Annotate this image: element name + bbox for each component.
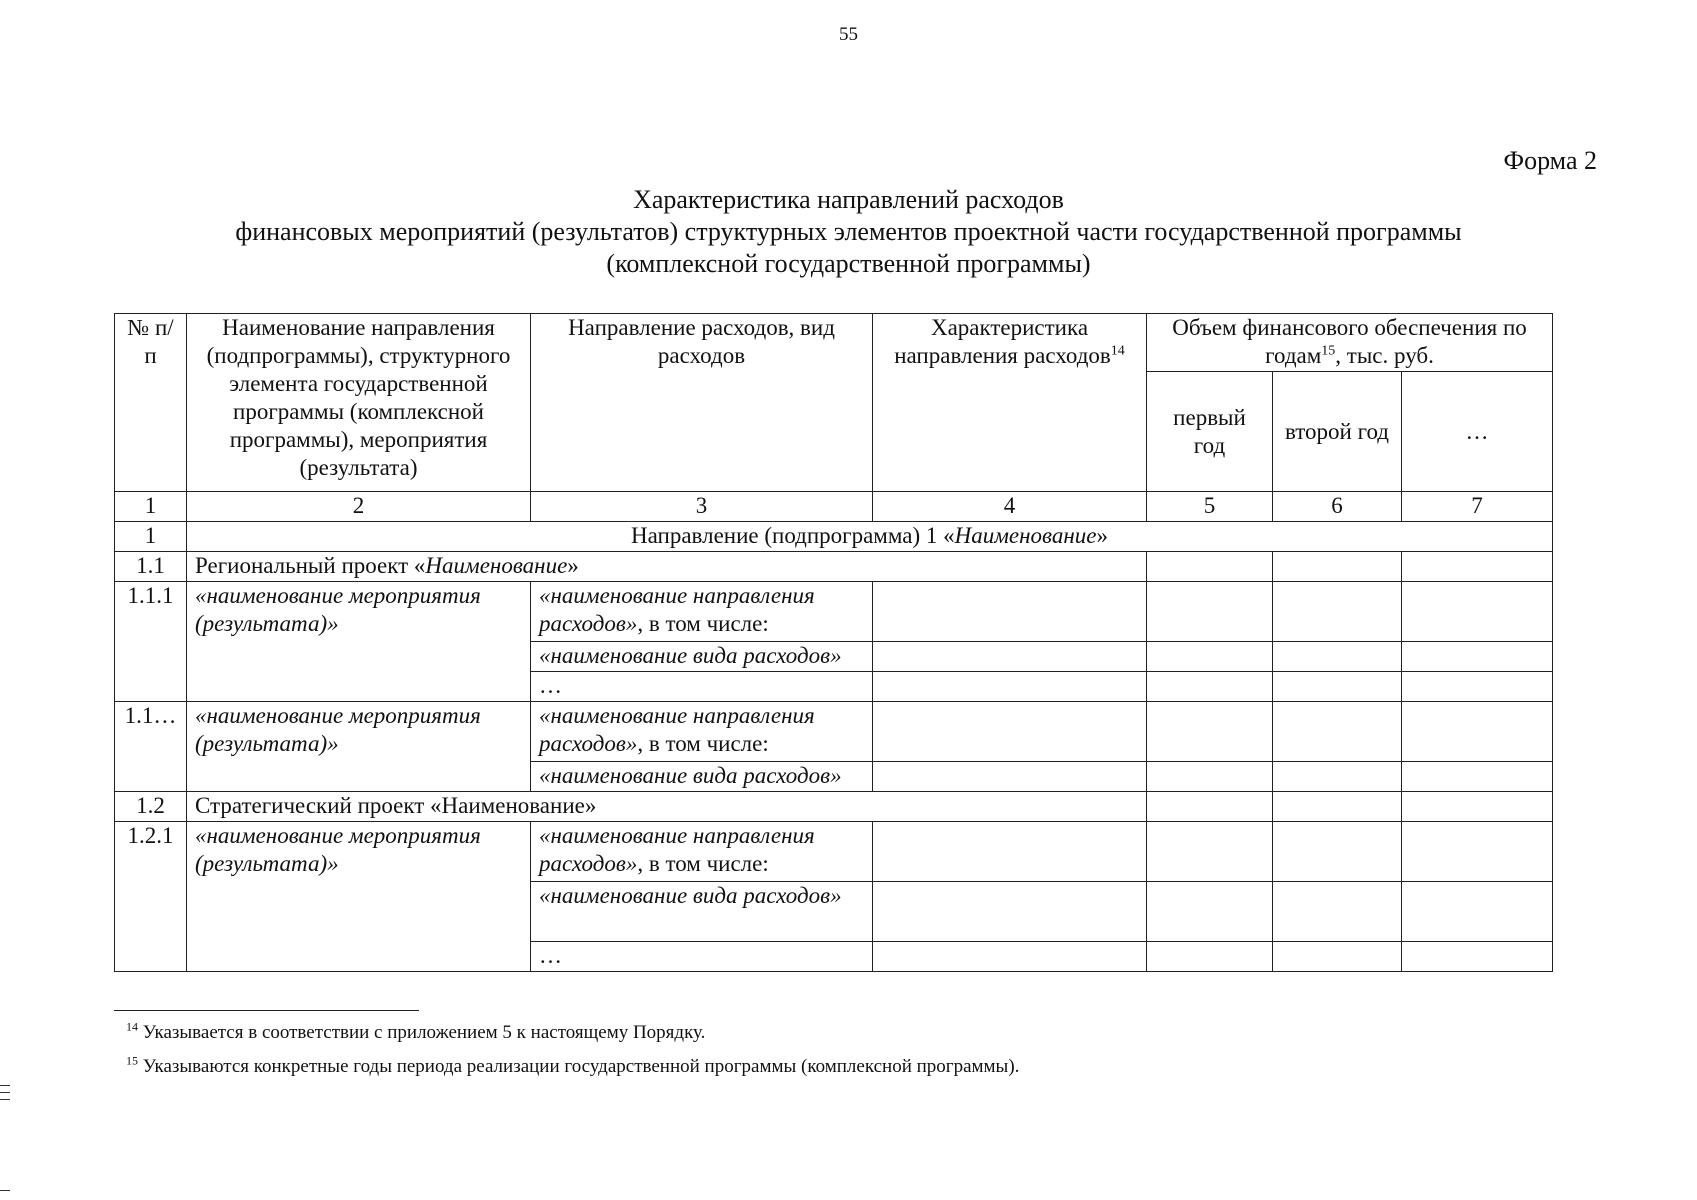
event-row: [115, 822, 1553, 882]
empty-cell: [1273, 762, 1402, 792]
column-number: 4: [873, 492, 1147, 522]
header-characteristic: [873, 314, 1147, 492]
empty-cell: [1273, 822, 1402, 882]
expense-direction-rest: , в том числе:: [637, 851, 769, 876]
section-row: [115, 522, 1553, 552]
empty-cell: [1402, 672, 1553, 702]
scan-edge-mark: [0, 1099, 10, 1100]
header-number: № п/п: [115, 314, 187, 492]
empty-cell: [1147, 822, 1273, 882]
footnote-mark: 15: [126, 1053, 138, 1068]
strategic-project-title: Стратегический проект «Наименование»: [187, 792, 1147, 822]
header-funding-prefix: Объем финансового обеспечения по годам: [1172, 315, 1527, 368]
regional-project-suffix: »: [567, 553, 579, 578]
empty-cell: [1402, 762, 1553, 792]
expense-more: …: [531, 942, 873, 972]
expense-direction-name: «наименование направления расходов»: [539, 583, 815, 636]
regional-project-prefix: Региональный проект «: [195, 553, 426, 578]
empty-cell: [1147, 672, 1273, 702]
empty-cell: [1147, 642, 1273, 672]
regional-project-number: 1.1: [115, 552, 187, 582]
footnote-ref-15: 15: [1321, 343, 1336, 359]
section-title: [187, 522, 1553, 552]
header-name: Наименование направления (подпрограммы), структурного элемента государственной программы (комплексной программы), мероприятия (результата): [187, 314, 531, 492]
empty-cell: [1402, 942, 1553, 972]
footnote-14: [126, 1019, 706, 1044]
empty-cell: [873, 942, 1147, 972]
empty-cell: [1273, 792, 1402, 822]
empty-cell: [1147, 882, 1273, 942]
expenditure-table: [114, 313, 1553, 972]
strategic-project-number: 1.2: [115, 792, 187, 822]
header-year-2: второй год: [1273, 372, 1402, 492]
empty-cell: [1273, 582, 1402, 642]
empty-cell: [1402, 792, 1553, 822]
empty-cell: [1147, 702, 1273, 762]
empty-cell: [1147, 792, 1273, 822]
title-line-3: (комплексной государственной программы): [606, 249, 1091, 278]
empty-cell: [1402, 552, 1553, 582]
footnote-ref-14: 14: [1110, 343, 1125, 359]
event-row: [115, 702, 1553, 762]
empty-cell: [1402, 582, 1553, 642]
empty-cell: [1147, 942, 1273, 972]
empty-cell: [873, 582, 1147, 642]
header-funding: [1147, 314, 1553, 372]
expense-kind: «наименование вида расходов»: [531, 762, 873, 792]
empty-cell: [1402, 882, 1553, 942]
empty-cell: [873, 882, 1147, 942]
expense-direction-name: «наименование направления расходов»: [539, 703, 815, 756]
expense-kind: «наименование вида расходов»: [531, 642, 873, 672]
empty-cell: [873, 672, 1147, 702]
column-number: 2: [187, 492, 531, 522]
title-line-1: Характеристика направлений расходов: [633, 185, 1064, 214]
footnote-separator: [114, 1010, 419, 1011]
empty-cell: [1273, 642, 1402, 672]
event-name: «наименование мероприятия (результата)»: [187, 702, 531, 792]
event-row: [115, 582, 1553, 642]
title-line-2: финансовых мероприятий (результатов) структурных элементов проектной части государственной программы: [235, 217, 1462, 246]
strategic-project-row: [115, 792, 1553, 822]
empty-cell: [1402, 702, 1553, 762]
scan-edge-mark: [0, 1085, 10, 1086]
column-number: 3: [531, 492, 873, 522]
header-row-1: [115, 314, 1553, 372]
page-number: 55: [839, 24, 858, 45]
footnote-text: Указывается в соответствии с приложением 5 к настоящему Порядку.: [142, 1022, 706, 1043]
event-number: 1.2.1: [115, 822, 187, 972]
empty-cell: [1273, 552, 1402, 582]
event-number: 1.1.1: [115, 582, 187, 702]
empty-cell: [1273, 942, 1402, 972]
event-name: «наименование мероприятия (результата)»: [187, 822, 531, 972]
column-number-row: [115, 492, 1553, 522]
expense-direction-cell: [531, 702, 873, 762]
regional-project-row: [115, 552, 1553, 582]
header-characteristic-text: Характеристика направления расходов: [894, 315, 1111, 368]
header-year-more: …: [1402, 372, 1553, 492]
section-title-name: Наименование: [954, 523, 1097, 548]
expense-kind: «наименование вида расходов»: [531, 882, 873, 942]
empty-cell: [873, 702, 1147, 762]
footnote-mark: 14: [126, 1019, 138, 1034]
column-number: 6: [1273, 492, 1402, 522]
empty-cell: [1147, 552, 1273, 582]
scan-edge-mark: [0, 1190, 10, 1191]
empty-cell: [1402, 822, 1553, 882]
header-direction: Направление расходов, вид расходов: [531, 314, 873, 492]
expense-direction-cell: [531, 582, 873, 642]
expense-direction-name: «наименование направления расходов»: [539, 823, 815, 876]
section-number: 1: [115, 522, 187, 552]
form-label: Форма 2: [1503, 146, 1597, 175]
footnote-text: Указываются конкретные годы периода реализации государственной программы (комплексной программы).: [142, 1056, 1020, 1077]
header-year-1: первый год: [1147, 372, 1273, 492]
empty-cell: [873, 642, 1147, 672]
empty-cell: [1147, 582, 1273, 642]
expense-direction-rest: , в том числе:: [637, 611, 769, 636]
empty-cell: [1273, 882, 1402, 942]
header-funding-suffix: , тыс. руб.: [1335, 343, 1434, 368]
empty-cell: [1147, 762, 1273, 792]
section-title-prefix: Направление (подпрограмма) 1 «: [631, 523, 955, 548]
column-number: 1: [115, 492, 187, 522]
event-number: 1.1…: [115, 702, 187, 792]
empty-cell: [1402, 642, 1553, 672]
expense-more: …: [531, 672, 873, 702]
event-name: «наименование мероприятия (результата)»: [187, 582, 531, 702]
scan-edge-mark: [0, 1092, 10, 1093]
empty-cell: [1273, 672, 1402, 702]
column-number: 5: [1147, 492, 1273, 522]
document-title: [0, 184, 1697, 280]
empty-cell: [873, 822, 1147, 882]
regional-project-name: Наименование: [425, 553, 568, 578]
expense-direction-cell: [531, 822, 873, 882]
footnote-15: [126, 1053, 1020, 1078]
expense-direction-rest: , в том числе:: [637, 731, 769, 756]
empty-cell: [1273, 702, 1402, 762]
empty-cell: [873, 762, 1147, 792]
column-number: 7: [1402, 492, 1553, 522]
regional-project-title: [187, 552, 1147, 582]
section-title-suffix: »: [1096, 523, 1108, 548]
